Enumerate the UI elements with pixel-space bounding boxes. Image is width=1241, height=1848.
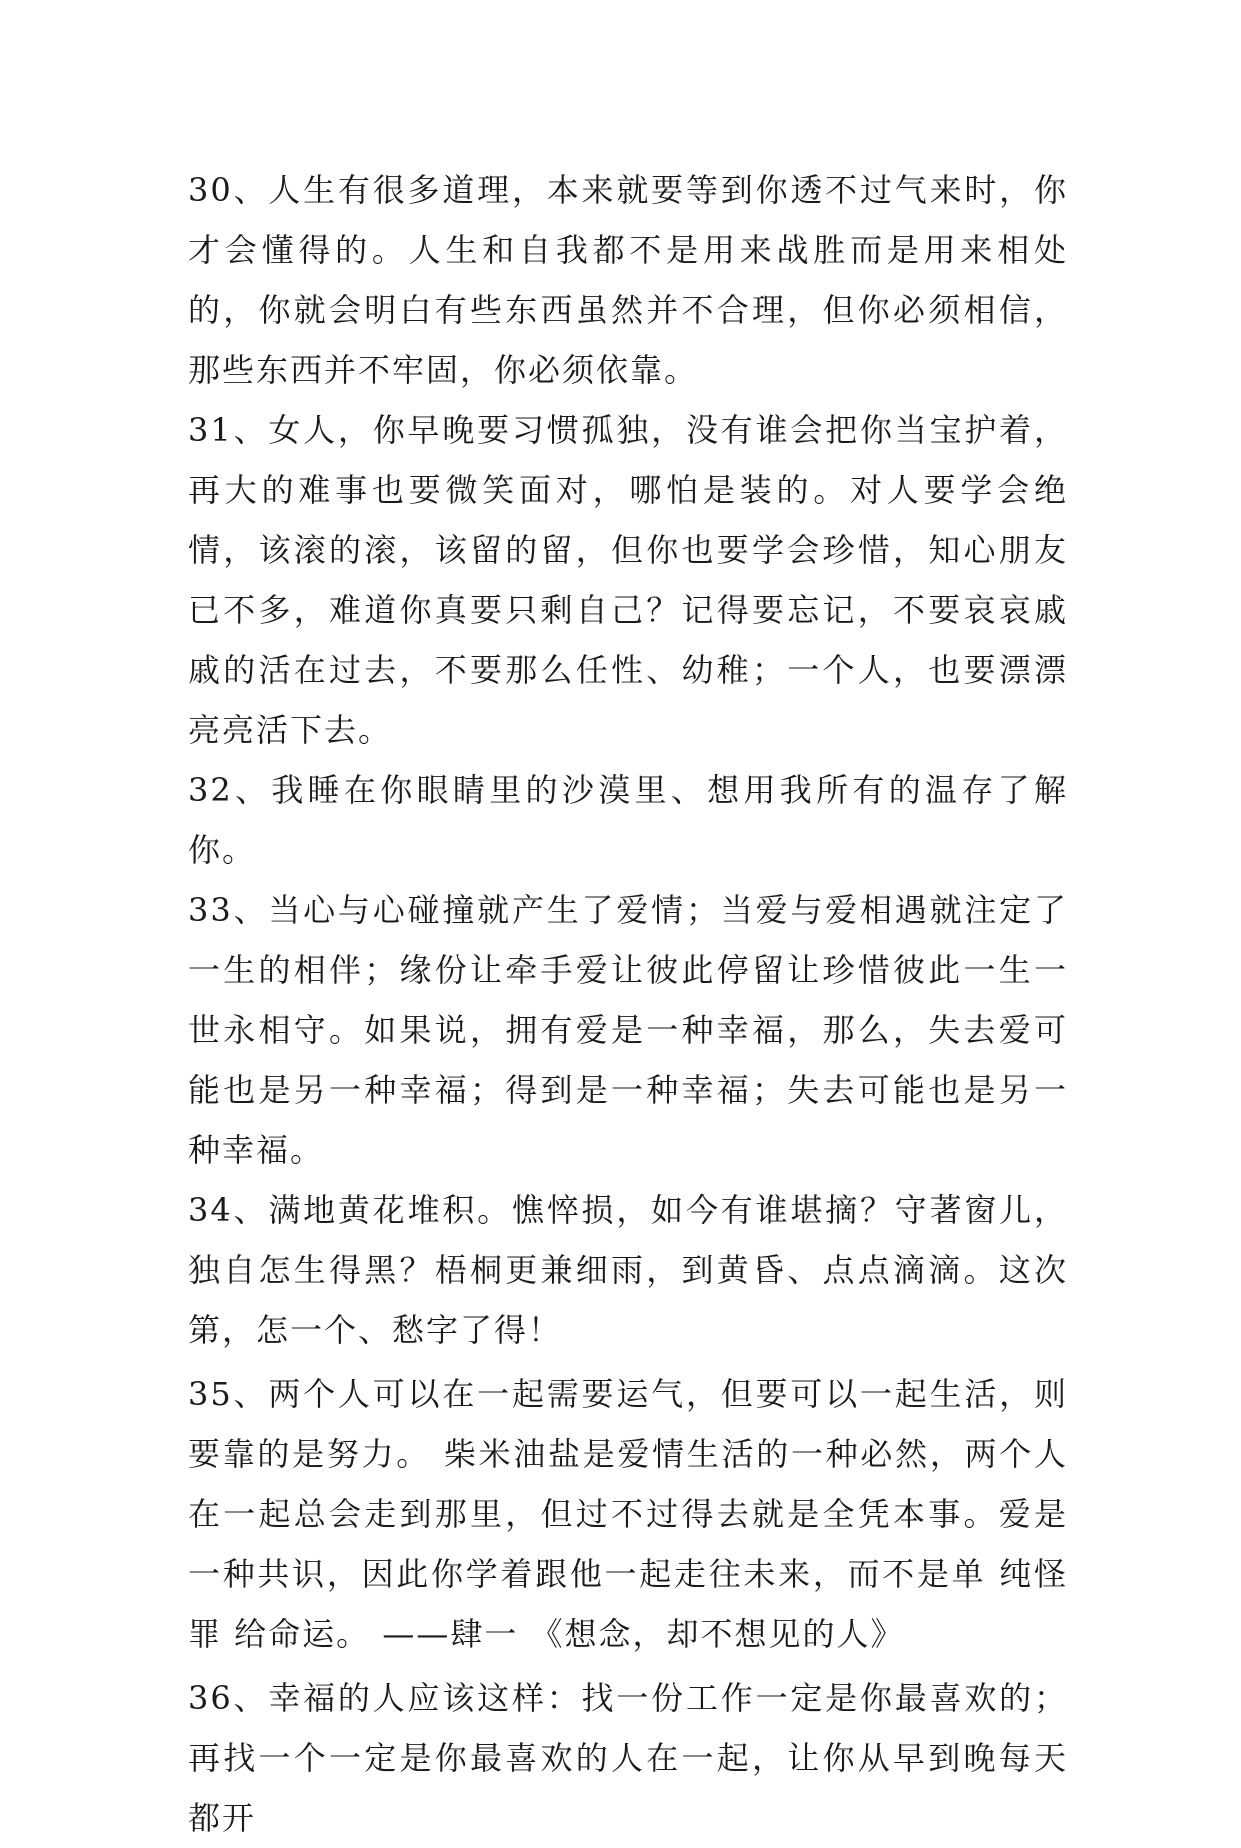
paragraph-34: 34、满地黄花堆积。憔悴损，如今有谁堪摘？守著窗儿，独自怎生得黑？梧桐更兼细雨，到黄昏、点点滴滴。这次第，怎一个、愁字了得！ [188, 1191, 1068, 1349]
paragraph-30: 30、人生有很多道理，本来就要等到你透不过气来时，你才会懂得的。人生和自我都不是用来战胜而是用来相处的，你就会明白有些东西虽然并不合理，但你必须相信，那些东西并不牢固，你必须依靠。 [188, 171, 1068, 389]
paragraph-35: 35、两个人可以在一起需要运气，但要可以一起生活，则要靠的是努力。 柴米油盐是爱情生活的一种必然，两个人在一起总会走到那里，但过不过得去就是全凭本事。爱是一种共识，因此你学着跟他一起走往未来，而不是单 纯怪罪 给命运。 ——肆一 《想念，却不想见的人》 [188, 1375, 1068, 1653]
paragraph-33: 33、当心与心碰撞就产生了爱情；当爱与爱相遇就注定了一生的相伴；缘份让牵手爱让彼此停留让珍惜彼此一生一世永相守。如果说，拥有爱是一种幸福，那么，失去爱可能也是另一种幸福；得到是一种幸福；失去可能也是另一种幸福。 [188, 891, 1068, 1169]
paragraph-36: 36、幸福的人应该这样：找一份工作一定是你最喜欢的；再找一个一定是你最喜欢的人在一起，让你从早到晚每天都开 [188, 1679, 1068, 1837]
paragraph-32: 32、我睡在你眼睛里的沙漠里、想用我所有的温存了解你。 [188, 771, 1068, 869]
paragraph-31: 31、女人，你早晚要习惯孤独，没有谁会把你当宝护着，再大的难事也要微笑面对，哪怕是装的。对人要学会绝情，该滚的滚，该留的留，但你也要学会珍惜，知心朋友已不多，难道你真要只剩自己？记得要忘记，不要哀哀戚戚的活在过去，不要那么任性、幼稚；一个人，也要漂漂亮亮活下去。 [188, 411, 1068, 749]
document-body [188, 160, 1068, 1848]
